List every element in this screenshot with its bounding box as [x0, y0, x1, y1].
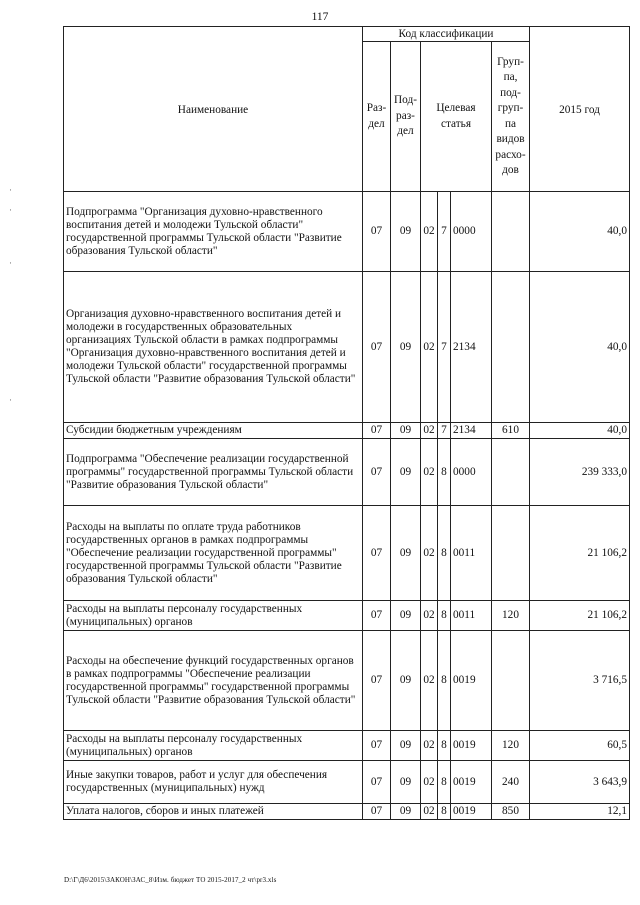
row-expense-group: 120 — [492, 601, 530, 631]
row-amount: 12,1 — [530, 804, 630, 820]
row-target-code: 0000 — [451, 192, 492, 272]
row-subsection: 09 — [391, 439, 421, 506]
row-expense-group: 850 — [492, 804, 530, 820]
row-expense-group — [492, 272, 530, 423]
row-name: Субсидии бюджетным учреждениям — [64, 423, 363, 439]
table-row — [64, 272, 630, 423]
row-expense-group — [492, 439, 530, 506]
row-section: 07 — [363, 439, 391, 506]
row-amount: 21 106,2 — [530, 506, 630, 601]
row-section: 07 — [363, 506, 391, 601]
row-target-code: 0011 — [451, 601, 492, 631]
row-section: 07 — [363, 423, 391, 439]
row-expense-group — [492, 506, 530, 601]
row-amount: 40,0 — [530, 192, 630, 272]
row-target-program: 02 — [421, 601, 438, 631]
row-target-code: 0019 — [451, 761, 492, 804]
row-target-subprogram: 8 — [438, 506, 451, 601]
row-target-subprogram: 8 — [438, 761, 451, 804]
row-name: Иные закупки товаров, работ и услуг для обеспечения государственных (муниципальных) нужд — [64, 761, 363, 804]
row-target-code: 2134 — [451, 272, 492, 423]
margin-mark: · — [9, 258, 12, 268]
row-amount: 3 716,5 — [530, 631, 630, 731]
row-target-program: 02 — [421, 761, 438, 804]
row-subsection: 09 — [391, 423, 421, 439]
row-target-program: 02 — [421, 731, 438, 761]
row-target-program: 02 — [421, 272, 438, 423]
row-name: Расходы на выплаты по оплате труда работников государственных органов в рамках подпрограммы "Обеспечение реализации государственной программы" государственной программы Тульской области "Развитие образования Тульской области" — [64, 506, 363, 601]
row-expense-group: 120 — [492, 731, 530, 761]
row-target-program: 02 — [421, 439, 438, 506]
table-row — [64, 804, 630, 820]
row-target-program: 02 — [421, 631, 438, 731]
row-subsection: 09 — [391, 761, 421, 804]
row-subsection: 09 — [391, 731, 421, 761]
header-year: 2015 год — [530, 27, 630, 192]
row-subsection: 09 — [391, 272, 421, 423]
row-target-subprogram: 7 — [438, 192, 451, 272]
row-section: 07 — [363, 731, 391, 761]
row-expense-group — [492, 192, 530, 272]
budget-table — [63, 26, 630, 820]
row-target-program: 02 — [421, 423, 438, 439]
row-section: 07 — [363, 192, 391, 272]
row-target-program: 02 — [421, 506, 438, 601]
row-name: Подпрограмма "Обеспечение реализации государственной программы" государственной программы Тульской области "Развитие образования Тульской области" — [64, 439, 363, 506]
row-target-subprogram: 7 — [438, 423, 451, 439]
row-target-code: 0011 — [451, 506, 492, 601]
row-target-subprogram: 7 — [438, 272, 451, 423]
row-subsection: 09 — [391, 804, 421, 820]
margin-mark: · — [9, 205, 12, 215]
row-expense-group — [492, 631, 530, 731]
row-subsection: 09 — [391, 601, 421, 631]
row-target-code: 0019 — [451, 731, 492, 761]
header-section: Раз- дел — [363, 42, 391, 192]
row-section: 07 — [363, 761, 391, 804]
footer-file-path: D:\Г\Д6\2015\ЗАКОН\ЗАС_8\Изм. бюджет ТО 2015-2017_2 чт\pr3.xls — [64, 876, 277, 884]
header-name: Наименование — [64, 27, 363, 192]
row-target-code: 2134 — [451, 423, 492, 439]
table-row — [64, 761, 630, 804]
row-target-code: 0000 — [451, 439, 492, 506]
header-expense-group: Груп- па, под- груп- па видов расхо- дов — [492, 42, 530, 192]
row-expense-group: 610 — [492, 423, 530, 439]
margin-mark: · — [9, 395, 12, 405]
row-target-program: 02 — [421, 192, 438, 272]
table-row — [64, 506, 630, 601]
row-section: 07 — [363, 804, 391, 820]
row-subsection: 09 — [391, 506, 421, 601]
row-amount: 21 106,2 — [530, 601, 630, 631]
row-name: Подпрограмма "Организация духовно-нравственного воспитания детей и молодежи Тульской области" государственной программы Тульской области "Развитие образования Тульской области" — [64, 192, 363, 272]
row-target-code: 0019 — [451, 631, 492, 731]
page-number: 117 — [311, 11, 329, 23]
row-amount: 40,0 — [530, 423, 630, 439]
header-row — [64, 27, 630, 42]
row-expense-group: 240 — [492, 761, 530, 804]
header-subsection: Под- раз- дел — [391, 42, 421, 192]
row-name: Уплата налогов, сборов и иных платежей — [64, 804, 363, 820]
table-row — [64, 192, 630, 272]
row-section: 07 — [363, 631, 391, 731]
row-name: Организация духовно-нравственного воспитания детей и молодежи в государственных образовательных организациях Тульской области в рамках подпрограммы "Организация духовно-нравственного воспитания детей и молодежи Тульской области" государственной программы Тульской области "Развитие образования Тульской области" — [64, 272, 363, 423]
row-section: 07 — [363, 272, 391, 423]
table-row — [64, 439, 630, 506]
row-name: Расходы на выплаты персоналу государственных (муниципальных) органов — [64, 731, 363, 761]
row-target-code: 0019 — [451, 804, 492, 820]
row-target-subprogram: 8 — [438, 631, 451, 731]
row-target-subprogram: 8 — [438, 439, 451, 506]
row-subsection: 09 — [391, 192, 421, 272]
table-row — [64, 423, 630, 439]
row-amount: 40,0 — [530, 272, 630, 423]
header-code-group: Код классификации — [363, 27, 530, 42]
row-section: 07 — [363, 601, 391, 631]
row-name: Расходы на обеспечение функций государственных органов в рамках подпрограммы "Обеспечение реализации государственной программы" государственной программы Тульской области "Развитие образования Тульской области" — [64, 631, 363, 731]
row-amount: 239 333,0 — [530, 439, 630, 506]
row-target-subprogram: 8 — [438, 804, 451, 820]
header-target: Целевая статья — [421, 42, 492, 192]
table-row — [64, 731, 630, 761]
row-target-subprogram: 8 — [438, 731, 451, 761]
row-amount: 60,5 — [530, 731, 630, 761]
row-name: Расходы на выплаты персоналу государственных (муниципальных) органов — [64, 601, 363, 631]
table-row — [64, 601, 630, 631]
row-target-program: 02 — [421, 804, 438, 820]
row-amount: 3 643,9 — [530, 761, 630, 804]
row-subsection: 09 — [391, 631, 421, 731]
margin-mark: · — [9, 185, 12, 195]
row-target-subprogram: 8 — [438, 601, 451, 631]
table-row — [64, 631, 630, 731]
